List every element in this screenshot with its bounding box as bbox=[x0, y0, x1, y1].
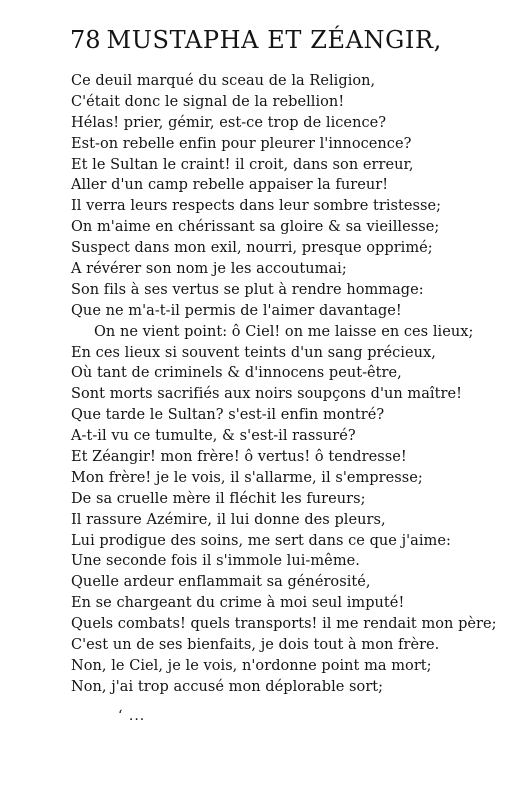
verse-line: Et Zéangir! mon frère! ô vertus! ô tendresse! bbox=[71, 449, 407, 466]
verse-line: Ce deuil marqué du sceau de la Religion, bbox=[71, 73, 376, 89]
verse-line: Que tarde le Sultan? s'est-il enfin montré? bbox=[71, 407, 385, 424]
running-title: MUSTAPHA ET ZÉANGIR, bbox=[106, 26, 442, 54]
verse-line: Quelle ardeur enflammait sa générosité, bbox=[71, 574, 371, 591]
verse-line: C'était donc le signal de la rebellion! bbox=[71, 93, 345, 110]
verse-line: Lui prodigue des soins, me sert dans ce que j'aime: bbox=[71, 532, 451, 549]
verse-line: C'est un de ses bienfaits, je dois tout à mon frère. bbox=[71, 637, 440, 654]
verse-line: Que ne m'a-t-il permis de l'aimer davantage! bbox=[71, 302, 402, 319]
verse-line: En ces lieux si souvent teints d'un sang précieux, bbox=[71, 344, 436, 361]
verse-line: Où tant de criminels & d'innocens peut-être, bbox=[71, 365, 402, 382]
verse-line: Aller d'un camp rebelle appaiser la fureur! bbox=[71, 177, 389, 194]
verse-list bbox=[71, 71, 511, 698]
verse-line: Suspect dans mon exil, nourri, presque opprimé; bbox=[71, 240, 433, 257]
verse-line: De sa cruelle mère il fléchit les fureurs; bbox=[71, 490, 366, 507]
verse-line: Hélas! prier, gémir, est-ce trop de licence? bbox=[71, 114, 387, 131]
verse-line: A révérer son nom je les accoutumai; bbox=[71, 261, 347, 278]
verse-line: A-t-il vu ce tumulte, & s'est-il rassuré? bbox=[71, 428, 356, 445]
verse-line: Son fils à ses vertus se plut à rendre hommage: bbox=[71, 281, 424, 298]
verse-line: Une seconde fois il s'immole lui-même. bbox=[71, 553, 360, 570]
verse-line: En se chargeant du crime à moi seul imputé! bbox=[71, 595, 405, 612]
verse-line: Sont morts sacrifiés aux noirs soupçons d'un maître! bbox=[71, 386, 462, 403]
page-number: 78 bbox=[70, 26, 101, 54]
verse-line: On ne vient point: ô Ciel! on me laisse en ces lieux; bbox=[94, 323, 474, 340]
verse-line: On m'aime en chérissant sa gloire & sa vieillesse; bbox=[71, 219, 440, 236]
verse-line: Est-on rebelle enfin pour pleurer l'innocence? bbox=[71, 135, 412, 152]
verse-line: Non, j'ai trop accusé mon déplorable sort; bbox=[71, 678, 384, 695]
verse-line: Mon frère! je le vois, il s'allarme, il s'empresse; bbox=[71, 469, 423, 486]
verse-line: Et le Sultan le craint! il croit, dans son erreur, bbox=[71, 156, 414, 173]
verse-line: Il rassure Azémire, il lui donne des pleurs, bbox=[71, 511, 386, 528]
page-header bbox=[70, 26, 442, 54]
verse-line: Quels combats! quels transports! il me rendait mon père; bbox=[71, 616, 497, 633]
verse-line: Non, le Ciel, je le vois, n'ordonne point ma mort; bbox=[71, 657, 432, 674]
catchword: ‘ ... bbox=[118, 708, 146, 724]
verse-line: Il verra leurs respects dans leur sombre tristesse; bbox=[71, 198, 442, 215]
